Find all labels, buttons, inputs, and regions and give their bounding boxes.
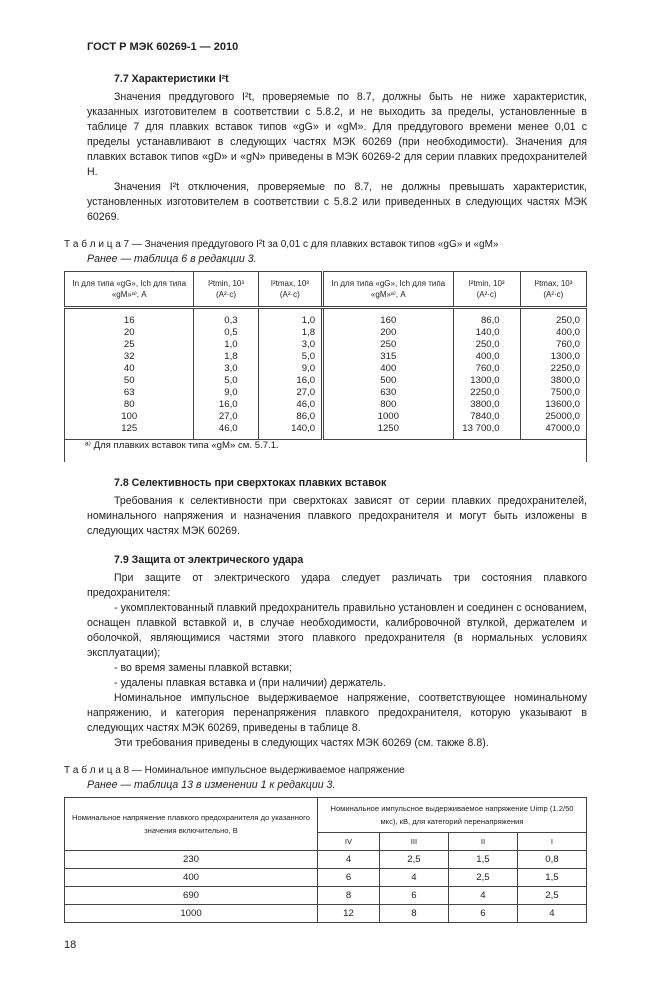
table-cell: 47000,0 [520,423,586,440]
table-cell: 3,0 [258,339,322,351]
table-cell: 12 [318,905,380,923]
paragraph: - во время замены плавкой вставки; [114,662,293,674]
table-cell: 6 [448,905,517,923]
table-cell: 16,0 [194,399,258,411]
table-cell: 400,0 [520,327,586,339]
section-heading: 7.9 Защита от электрического удара [114,554,304,566]
table-cell: 2,5 [379,851,448,869]
table-cell: 0,3 [194,308,258,328]
table-7 [64,271,587,462]
header-cell: I²tmax, 10³ (А²·с) [258,272,322,308]
page-number: 18 [64,939,77,951]
paragraph: - удалены плавкая вставка и (при наличии) держатель. [114,677,386,689]
table-cell: 9,0 [194,387,258,399]
table-cell: 250,0 [453,339,520,351]
header-cell: I²tmin, 10³ (А²·с) [453,272,520,308]
table-cell: 16,0 [258,375,322,387]
section-heading: 7.7 Характеристики I²t [114,73,229,85]
header-cell: In для типа «gG», Ich для типа «gM»ᵃ⁾, А [65,272,194,308]
table-cell: 760,0 [520,339,586,351]
category-header: IV [318,833,380,851]
table-cell: 690 [65,887,318,905]
table-cell: 760,0 [453,363,520,375]
table-note: Ранее — таблица 13 в изменении 1 к редакции 3. [87,779,336,791]
table-row [65,351,587,363]
table-footnote: ᵃ⁾ Для плавких вставок типа «gM» см. 5.7.1. [65,440,587,463]
table-cell: 400 [65,869,318,887]
table-cell: 630 [323,387,453,399]
table-cell: 1250 [323,423,453,440]
table-cell: 13600,0 [520,399,586,411]
table-cell: 86,0 [453,308,520,328]
table-cell: 100 [65,411,194,423]
table-cell: 2250,0 [520,363,586,375]
paragraph: Значения преддугового I²t, проверяемые по 8.7, должны быть не ниже характеристик, указанных изготовителем в соответствии с 5.8.2, и не выходить за пределы, установленные в таблице 7 для плавких вставок типов «gG» и «gM». Для преддугового времени менее 0,01 с пределы устанавливают в следующих частях МЭК 60269 (при необходимости). Значения для плавких вставок типов «gD» и «gN» приведены в МЭК 60269-2 для серии плавких предохранителей H. [87,91,587,178]
table-cell: 125 [65,423,194,440]
table-cell: 86,0 [258,411,322,423]
table-cell: 40 [65,363,194,375]
table-row [65,375,587,387]
table-note: Ранее — таблица 6 в редакции 3. [87,253,257,265]
table-cell: 250,0 [520,308,586,328]
table-cell: 46,0 [194,423,258,440]
table-cell: 1,5 [517,869,586,887]
table-cell: 7500,0 [520,387,586,399]
section-7-9 [87,553,587,751]
table-cell: 400,0 [453,351,520,363]
table-cell: 27,0 [194,411,258,423]
table-cell: 1,0 [194,339,258,351]
table-cell: 4 [379,869,448,887]
category-header: I [517,833,586,851]
table-cell: 2,5 [517,887,586,905]
table-cell: 1,8 [258,327,322,339]
table-cell: 1000 [65,905,318,923]
table-row [65,869,587,887]
table-row [65,851,587,869]
table-row [65,411,587,423]
table-cell: 140,0 [453,327,520,339]
table-row [65,399,587,411]
table-row [65,387,587,399]
table-cell: 1300,0 [453,375,520,387]
table-cell: 140,0 [258,423,322,440]
table-cell: 2,5 [448,869,517,887]
table-cell: 800 [323,399,453,411]
table-cell: 1,8 [194,351,258,363]
table-cell: 7840,0 [453,411,520,423]
table-8-caption [64,763,587,793]
category-header: III [379,833,448,851]
paragraph: Значения I²t отключения, проверяемые по 8.7, не должны превышать характеристик, установленных изготовителем в соответствии с 5.8.2 или приведенных в следующих частях МЭК 60269. [87,181,587,223]
table-cell: 4 [448,887,517,905]
table-cell: 0,8 [517,851,586,869]
table-cell: 6 [318,869,380,887]
table-row [65,363,587,375]
category-header: II [448,833,517,851]
table-cell: 0,5 [194,327,258,339]
table-cell: 5,0 [194,375,258,387]
table-cell: 315 [323,351,453,363]
section-heading: 7.8 Селективность при сверхтоках плавких вставок [114,477,387,489]
paragraph: Номинальное импульсное выдерживаемое напряжение, соответствующее номинальному напряжению, и категория перенапряжения плавкого предохранителя, которую указывают в следующих частях МЭК 60269, приведены в таблице 8. [87,692,587,734]
table-cell: 2250,0 [453,387,520,399]
table-8 [64,797,587,923]
paragraph: Эти требования приведены в следующих частях МЭК 60269 (см. также 8.8). [114,737,489,749]
table-cell: 1,0 [258,308,322,328]
table-7-caption [64,237,587,267]
table-cell: 250 [323,339,453,351]
table-cell: 13 700,0 [453,423,520,440]
table-cell: 20 [65,327,194,339]
table-cell: 25000,0 [520,411,586,423]
table-row [65,887,587,905]
table-cell: 46,0 [258,399,322,411]
header-cell: I²tmax, 10³ (А²·с) [520,272,586,308]
table-cell: 1,5 [448,851,517,869]
table-cell: 9,0 [258,363,322,375]
table-row [65,308,587,328]
table-cell: 230 [65,851,318,869]
table-cell: 8 [318,887,380,905]
header-cell: I²tmin, 10³ (А²·с) [194,272,258,308]
table-cell: 4 [517,905,586,923]
table-cell: 400 [323,363,453,375]
table-cell: 5,0 [258,351,322,363]
table-cell: 27,0 [258,387,322,399]
table-cell: 160 [323,308,453,328]
table-cell: 3800,0 [453,399,520,411]
paragraph: При защите от электрического удара следует различать три состояния плавкого предохранителя: [87,572,587,599]
table-cell: 16 [65,308,194,328]
table-row [65,339,587,351]
header-cell: In для типа «gG», Ich для типа «gM»ᵃ⁾, А [323,272,453,308]
table-cell: 3,0 [194,363,258,375]
table-cell: 4 [318,851,380,869]
header-cell: Номинальное импульсное выдерживаемое напряжение Uimp (1.2/50 мкс), кВ, для категорий перенапряжения [318,798,587,833]
table-row [65,327,587,339]
table-row [65,423,587,440]
document-header: ГОСТ Р МЭК 60269-1 — 2010 [87,41,239,53]
header-cell: Номинальное напряжение плавкого предохранителя до указанного значения включительно, В [65,798,318,851]
section-7-7 [87,72,587,225]
table-cell: 1000 [323,411,453,423]
table-cell: 63 [65,387,194,399]
table-cell: 1300,0 [520,351,586,363]
paragraph: Требования к селективности при сверхтоках зависят от серии плавких предохранителей, номинального напряжения и назначения плавкого предохранителя и могут быть изложены в следующих частях МЭК 60269. [87,495,587,537]
table-cell: 3800,0 [520,375,586,387]
table-cell: 200 [323,327,453,339]
table-cell: 8 [379,905,448,923]
table-cell: 6 [379,887,448,905]
table-cell: 25 [65,339,194,351]
table-caption: Т а б л и ц а 8 — Номинальное импульсное выдерживаемое напряжение [64,765,405,776]
table-caption: Т а б л и ц а 7 — Значения преддугового I²t за 0,01 с для плавких вставок типов «gG» и «gM» [64,239,499,250]
table-row [65,905,587,923]
table-cell: 500 [323,375,453,387]
table-cell: 80 [65,399,194,411]
table-cell: 50 [65,375,194,387]
table-cell: 32 [65,351,194,363]
paragraph: - укомплектованный плавкий предохранитель правильно установлен и соединен с основанием, оснащен плавкой вставкой и, в случае необходимости, калибровочной втулкой, держателем и оболочкой, являющимися частями этого плавкого предохранителя (в нормальных условиях эксплуатации); [87,602,587,659]
section-7-8 [87,476,587,539]
